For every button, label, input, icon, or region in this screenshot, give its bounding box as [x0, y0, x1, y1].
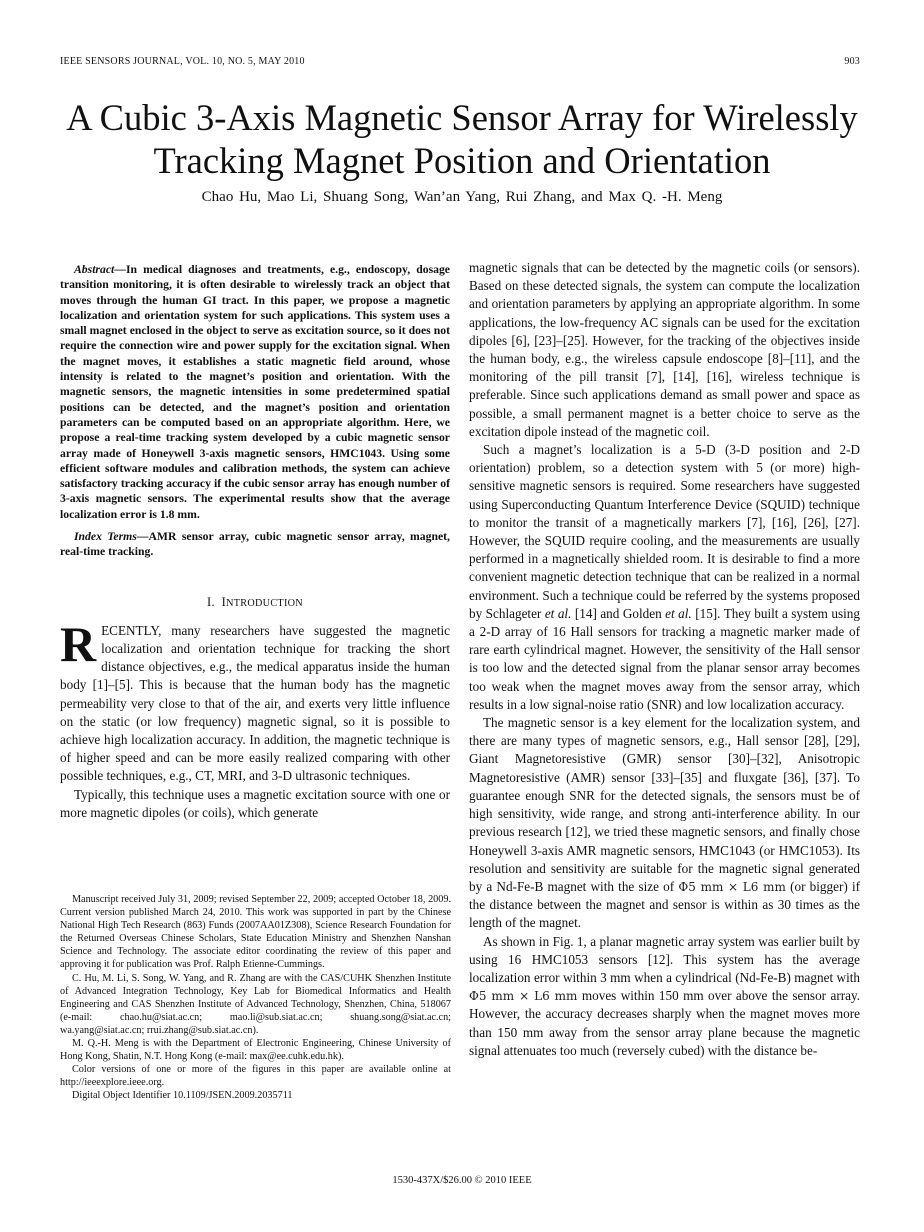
title-line-2: Tracking Magnet Position and Orientation [153, 140, 771, 181]
footnote-affiliation-2: M. Q.-H. Meng is with the Department of Electronic Engineering, Chinese University of Hong Kong, Shatin, N.T. Hong Kong (e-mail: max@ee.cuhk.edu.hk). [60, 1038, 451, 1063]
magnet-size-formula-2: Φ5 mm × L6 mm [469, 989, 578, 1004]
p3-text-a: The magnetic sensor is a key element for the localization system, and there are many types of magnetic sensors, e.g., Hall sensor [28], [29], Giant Magnetoresistive (GMR) sensor [30]–[32], Anisotropic Magnetoresistive (AMR) sensor [33]–[35] and fluxgate [36], [37]. To guarantee enough SNR for the detected signals, the sensors must be of high sensitivity, wide range, and strong anti-interference ability. In our previous research [12], we tried these magnetic sensors, and finally chose Honeywell 3-axis AMR magnetic sensors, HMC1043 (or HMC1053). Its resolution and sensitivity are suitable for the magnetic signal generated by a Nd-Fe-B magnet with the size of [469, 715, 860, 894]
footnote-doi: Digital Object Identifier 10.1109/JSEN.2009.2035711 [72, 1090, 293, 1102]
p4-text-a: As shown in Fig. 1, a planar magnetic array system was earlier built by using 16 HMC1053 sensors [12]. This system has the average localization error within 3 mm when a cylindrical (Nd-Fe-B) magnet with [469, 933, 860, 985]
right-column [469, 259, 860, 1060]
footnotes [60, 893, 451, 1103]
footnote-manuscript: Manuscript received July 31, 2009; revised September 22, 2009; accepted October 18, 2009. Current version published March 24, 2010. This work was supported in part by the Chinese National High Tech Research (863) Funds (2007AA01Z308), Science Research Foundation for the Returned Overseas Chinese Scholars, State Education Ministry and Shenzhen Nanshan Science and Technology. The associate editor coordinating the review of this paper and approving it for publication was Prof. Ralph Etienne-Cummings. [60, 894, 451, 971]
magnet-size-formula-1: Φ5 mm × L6 mm [678, 879, 786, 894]
running-head [60, 56, 860, 67]
etal-1: et al. [544, 605, 572, 621]
left-column [60, 262, 450, 822]
abstract-lead: Abstract [74, 263, 115, 276]
page-number: 903 [844, 56, 860, 67]
author-list: Chao Hu, Mao Li, Shuang Song, Wan’an Yang, Rui Zhang, and Max Q. -H. Meng [201, 189, 723, 205]
p2-text-a: Such a magnet’s localization is a 5-D (3-D position and 2-D orientation) problem, so a detection system with 5 (or more) high-sensitive magnetic sensors is required. Some researchers have suggested using Superconducting Quantum Interference Device (SQUID) technique to monitor the transit of a magnetically markers [7], [16], [26], [27]. However, the SQUID require cooling, and the measurements are usually performed in a magnetically shielded room. It is desirable to find a more convenient magnetic detection technique that can be realized in a normal environment. Such a technique could be referred by the systems proposed by Schlageter [469, 442, 860, 621]
footnote-affiliation-1: C. Hu, M. Li, S. Song, W. Yang, and R. Zhang are with the CAS/CUHK Shenzhen Institute of Advanced Integration Technology, Key Lab for Biomedical Informatics and Health Engineering and CAS Shenzhen Institute of Advanced Technology, Shenzhen, China, 518067 (e-mail: chao.hu@siat.ac.cn; mao.li@sub.siat.ac.cn; shuang.song@siat.ac.cn; wa.yang@siat.ac.cn; rrui.zhang@sub.siat.ac.cn). [60, 972, 451, 1036]
intro-paragraph-2: Typically, this technique uses a magnetic excitation source with one or more magnetic dipoles (or coils), which generate [60, 786, 450, 820]
section-title-rest: NTRODUCTION [226, 597, 303, 609]
index-terms [60, 529, 450, 560]
right-paragraph-1: magnetic signals that can be detected by the magnetic coils (or sensors). Based on these detected signals, the system can compute the localization and orientation parameters by applying an appropriate algorithm. In some applications, the low-frequency AC signals can be used for the excitation dipoles [6], [23]–[25]. However, for the tracking of the objectives inside the human body, e.g., the wireless capsule endoscope [8]–[11], and the monitoring of the pill transit [7], [14], [16], wireless technique is preferable. Since such applications demand as small power and space as possible, a small permanent magnet is a better choice to serve as the excitation dipole instead of the magnetic coil. [469, 260, 860, 439]
index-terms-lead: Index Terms [74, 530, 137, 544]
section-title-initial: I [221, 594, 227, 609]
journal-info: IEEE SENSORS JOURNAL, VOL. 10, NO. 5, MAY 2010 [60, 56, 305, 67]
section-heading-introduction [60, 593, 450, 613]
paper-title [40, 96, 884, 182]
copyright-footer: 1530-437X/$26.00 © 2010 IEEE [392, 1175, 532, 1186]
drop-cap: R [60, 615, 97, 672]
p3-text-b: (or bigger) if the distance between the magnet and sensor is within as 30 times as the length of the magnet. [469, 878, 860, 931]
p4-text-b: moves within 150 mm over above the sensor array. However, the accuracy decreases sharply when the magnet moves more than 150 mm away from the sensor array plane because the magnetic signal attenuates too much (reversely cubed) with the distance be- [469, 988, 861, 1058]
abstract [60, 262, 450, 522]
intro-paragraph-1 [60, 615, 450, 786]
right-paragraph-2 [469, 441, 860, 714]
index-terms-text: —AMR sensor array, cubic magnetic sensor array, magnet, real-time tracking. [60, 530, 450, 559]
section-number: I. [207, 594, 215, 609]
title-line-1: A Cubic 3-Axis Magnetic Sensor Array for Wirelessly [66, 97, 858, 138]
p2-text-c: [15]. They built a system using a 2-D array of 16 Hall sensors for tracking a magnetic marker made of rare earth cylindrical magnet. However, the sensitivity of the Hall sensor is too low and the detected signal from the planar sensor array becomes too weak when the magnet moves away from the sensor array, which results in a low signal-noise ratio (SNR) and low localization accuracy. [469, 605, 860, 712]
etal-2: et al. [665, 605, 692, 621]
p2-text-b: [14] and Golden [571, 605, 666, 621]
right-paragraph-3 [469, 714, 860, 932]
intro-p1-text: ECENTLY, many researchers have suggested the magnetic localization and orientation technique for tracking the short distance objectives, e.g., the medical apparatus inside the human body [1]–[5]. This is because that the human body has the magnetic permeability very close to that of the air, and exerts very little influence on the static (or low frequency) magnetic signal, so it is possible to achieve high localization accuracy. In addition, the magnetic technique is of higher speed and can be more easily realized comparing with other possible techniques, e.g., CT, MRI, and 3-D ultrasonic techniques. [60, 622, 450, 784]
abstract-text: —In medical diagnoses and treatments, e.g., endoscopy, dosage transition monitoring, it is often desirable to wirelessly track an object that moves through the human GI tract. In this paper, we propose a magnetic localization and orientation system for such applications. This system uses a small magnet enclosed in the object to serve as excitation source, so it does not require the connection wire and power supply for the excitation signal. When the magnet moves, it establishes a static magnetic field around, whose intensity is related to the magnet’s position and orientation. With the magnetic sensors, the magnetic intensities in some predetermined spatial positions can be detected, and the magnet’s position and orientation parameters can be computed based on an appropriate algorithm. Here, we propose a real-time tracking system developed by a cubic magnetic sensor array made of Honeywell 3-axis magnetic sensors, HMC1043. Using some efficient software modules and calibration methods, the system can achieve satisfactory tracking accuracy if the cubic sensor array has enough number of 3-axis magnetic sensors. The experimental results show that the average localization error is 1.8 mm. [60, 263, 450, 521]
right-paragraph-4 [469, 933, 860, 1060]
footnote-color-versions: Color versions of one or more of the figures in this paper are available online at http://ieeexplore.ieee.org. [60, 1064, 451, 1089]
